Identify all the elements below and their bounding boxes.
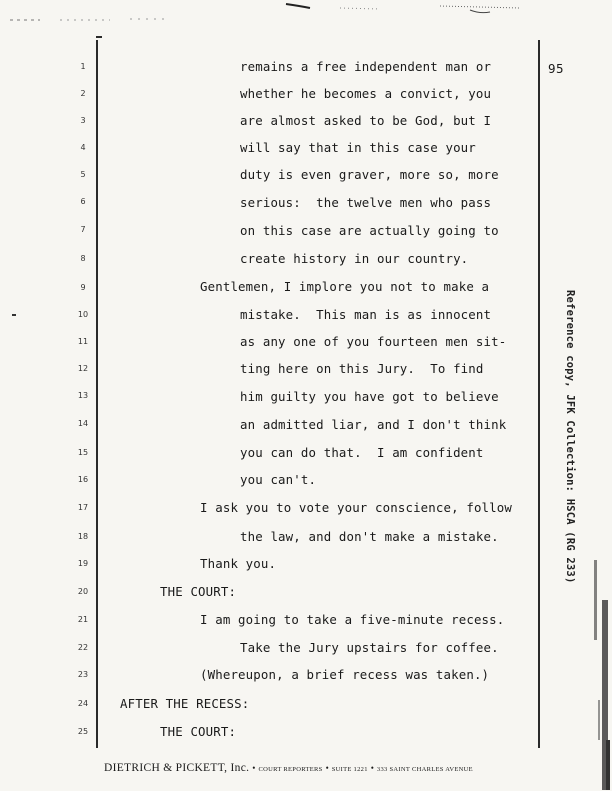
transcript-line: THE COURT: (160, 584, 237, 599)
line-number: 9 (80, 283, 86, 292)
line-number: 22 (77, 643, 89, 652)
transcript-line: mistake. This man is as innocent (240, 307, 492, 322)
line-number: 1 (80, 62, 86, 71)
line-number: 23 (77, 670, 89, 679)
transcript-line: as any one of you fourteen men sit- (240, 334, 507, 349)
transcript-line: remains a free independent man or (240, 59, 492, 74)
line-number: 14 (77, 419, 89, 428)
scan-artifacts-edge (586, 500, 612, 791)
line-number: 21 (77, 615, 89, 624)
transcript-line: on this case are actually going to (240, 223, 499, 238)
footer-firm: DIETRICH & PICKETT, Inc. (104, 762, 250, 774)
line-number: 4 (80, 143, 86, 152)
line-number: 11 (77, 337, 89, 346)
transcript-line: are almost asked to be God, but I (240, 113, 492, 128)
transcript-line: AFTER THE RECESS: (120, 696, 250, 711)
line-number: 25 (77, 727, 89, 736)
line-number: 3 (80, 116, 86, 125)
line-number: 10 (77, 310, 89, 319)
transcript-line: I ask you to vote your conscience, follow (200, 500, 513, 515)
footer-service: COURT REPORTERS (258, 766, 323, 773)
transcript-line: the law, and don't make a mistake. (240, 529, 499, 544)
line-number: 18 (77, 532, 89, 541)
line-number: 19 (77, 559, 89, 568)
footer-suite: SUITE 1221 (331, 766, 368, 773)
transcript-line: ting here on this Jury. To find (240, 361, 484, 376)
transcript-line: THE COURT: (160, 724, 237, 739)
line-number: 16 (77, 475, 89, 484)
scan-artifacts-top (0, 0, 612, 30)
line-number: 20 (77, 587, 89, 596)
line-number: 7 (80, 225, 86, 234)
line-number: 8 (80, 254, 86, 263)
scan-mark-left (12, 314, 16, 316)
line-number: 15 (77, 448, 89, 457)
transcript-line: (Whereupon, a brief recess was taken.) (200, 667, 490, 682)
line-number: 5 (80, 170, 86, 179)
transcript-line: Take the Jury upstairs for coffee. (240, 640, 499, 655)
page-number: 95 (548, 61, 565, 76)
line-number: 2 (80, 89, 86, 98)
transcript-line: you can do that. I am confident (240, 445, 484, 460)
archive-stamp: Reference copy, JFK Collection: HSCA (RG 233) (564, 290, 576, 584)
line-number: 24 (77, 699, 89, 708)
line-number: 17 (77, 503, 89, 512)
transcript-line: duty is even graver, more so, more (240, 167, 499, 182)
transcript-line: Gentlemen, I implore you not to make a (200, 279, 490, 294)
line-number: 13 (77, 391, 89, 400)
bullet-icon: • (325, 763, 329, 773)
bullet-icon: • (252, 763, 256, 773)
line-number: 6 (80, 197, 86, 206)
transcript-line: Thank you. (200, 556, 277, 571)
transcript-line: create history in our country. (240, 251, 469, 266)
bullet-icon: • (370, 763, 374, 773)
line-number: 12 (77, 364, 89, 373)
page-footer (104, 762, 564, 774)
transcript-line: will say that in this case your (240, 140, 476, 155)
transcript-line: you can't. (240, 472, 317, 487)
transcript-line: serious: the twelve men who pass (240, 195, 492, 210)
transcript-line: him guilty you have got to believe (240, 389, 499, 404)
transcript-line: whether he becomes a convict, you (240, 86, 492, 101)
transcript-line: I am going to take a five-minute recess. (200, 612, 505, 627)
footer-address: 333 SAINT CHARLES AVENUE (376, 766, 473, 773)
transcript-line: an admitted liar, and I don't think (240, 417, 507, 432)
